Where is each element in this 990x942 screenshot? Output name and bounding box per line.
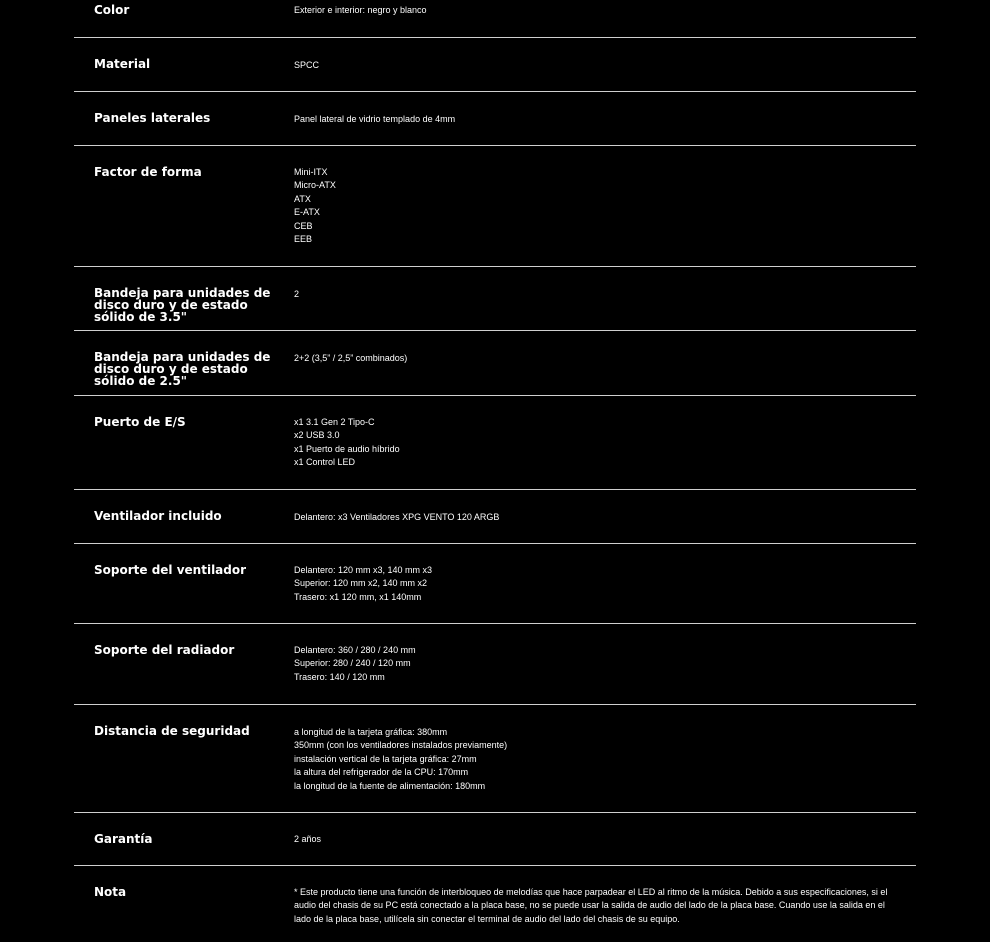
spec-value-line: la longitud de la fuente de alimentación: 180mm: [294, 780, 486, 791]
spec-value-line: x1 Control LED: [294, 457, 356, 468]
spec-value-line: Exterior e interior: negro y blanco: [294, 5, 427, 15]
spec-value-line: Panel lateral de vidrio templado de 4mm: [294, 114, 456, 124]
spec-note-text: * Este producto tiene una función de interbloqueo de melodías que hace parpadear el LED al ritmo de la música. Debido a sus especificaciones, si el audio del chasis de su PC está conectado a la placa base, no se puede usar la salida de audio del lado de la placa base. Cuando use la salida en el lado de la placa base, utilícela sin conectar el terminal de audio del lado del chasis de su equipo.: [294, 887, 888, 924]
spec-row-fan-support: [74, 544, 916, 624]
spec-label: Color: [94, 3, 130, 17]
spec-row-drive-tray-2-5: [74, 331, 916, 396]
spec-value-line: CEB: [294, 220, 313, 231]
spec-value-line: Superior: 120 mm x2, 140 mm x2: [294, 578, 428, 589]
spec-label: Bandeja para unidades de disco duro y de estado sólido de 2.5": [94, 350, 271, 388]
spec-value-line: 2+2 (3,5” / 2,5” combinados): [294, 353, 408, 363]
spec-row-io-ports: [74, 396, 916, 490]
spec-value-line: 2 años: [294, 834, 322, 844]
spec-value: [294, 4, 427, 17]
spec-value: [294, 833, 321, 846]
spec-value: [294, 644, 416, 684]
spec-value-line: ATX: [294, 193, 311, 204]
spec-row-form-factor: [74, 146, 916, 267]
spec-value-line: Micro-ATX: [294, 180, 336, 191]
spec-row-radiator-support: [74, 624, 916, 705]
spec-value-line: EEB: [294, 234, 313, 245]
spec-value-line: Superior: 280 / 240 / 120 mm: [294, 658, 411, 669]
spec-label: Puerto de E/S: [94, 415, 186, 429]
spec-value: [294, 564, 432, 604]
spec-value-line: Trasero: 140 / 120 mm: [294, 671, 385, 682]
spec-value-line: 2: [294, 289, 300, 299]
spec-value: [294, 288, 299, 301]
spec-value-line: Trasero: x1 120 mm, x1 140mm: [294, 591, 422, 602]
spec-value-line: 350mm (con los ventiladores instalados previamente): [294, 740, 508, 751]
spec-value-line: E-ATX: [294, 207, 320, 218]
spec-row-clearance: [74, 705, 916, 813]
spec-value: [294, 113, 455, 126]
spec-row-color: [74, 0, 916, 38]
spec-row-fans-included: [74, 490, 916, 544]
spec-label: Soporte del ventilador: [94, 563, 247, 577]
spec-value-line: Mini-ITX: [294, 167, 328, 177]
spec-label: Soporte del radiador: [94, 643, 235, 657]
spec-value-line: la altura del refrigerador de la CPU: 170mm: [294, 767, 469, 778]
spec-value: [294, 166, 336, 246]
spec-value-line: x1 3.1 Gen 2 Tipo-C: [294, 417, 375, 427]
spec-value-line: Delantero: 120 mm x3, 140 mm x3: [294, 565, 433, 575]
spec-row-warranty: [74, 813, 916, 866]
spec-row-drive-tray-3-5: [74, 267, 916, 331]
spec-value: [294, 352, 407, 365]
spec-label: Bandeja para unidades de disco duro y de estado sólido de 3.5": [94, 286, 271, 324]
spec-value-line: Delantero: 360 / 280 / 240 mm: [294, 645, 416, 655]
spec-label: Ventilador incluido: [94, 509, 222, 523]
spec-label: Factor de forma: [94, 165, 202, 179]
spec-row-note: [74, 866, 916, 942]
spec-value-line: Delantero: x3 Ventiladores XPG VENTO 120 ARGB: [294, 512, 500, 522]
spec-label: Material: [94, 57, 151, 71]
spec-row-material: [74, 38, 916, 92]
spec-value: [294, 59, 319, 72]
spec-value: [294, 416, 400, 470]
spec-row-side-panels: [74, 92, 916, 146]
spec-value-line: a longitud de la tarjeta gráfica: 380mm: [294, 727, 448, 737]
spec-value: [294, 726, 507, 793]
spec-value-line: x1 Puerto de audio híbrido: [294, 443, 400, 454]
spec-label: Garantía: [94, 832, 153, 846]
spec-value-line: instalación vertical de la tarjeta gráfica: 27mm: [294, 753, 477, 764]
spec-label: Nota: [94, 885, 127, 899]
spec-value-line: x2 USB 3.0: [294, 430, 340, 441]
spec-table: [74, 0, 916, 942]
spec-label: Paneles laterales: [94, 111, 211, 125]
spec-value-line: SPCC: [294, 60, 320, 70]
spec-value: [294, 511, 499, 524]
spec-label: Distancia de seguridad: [94, 724, 250, 738]
